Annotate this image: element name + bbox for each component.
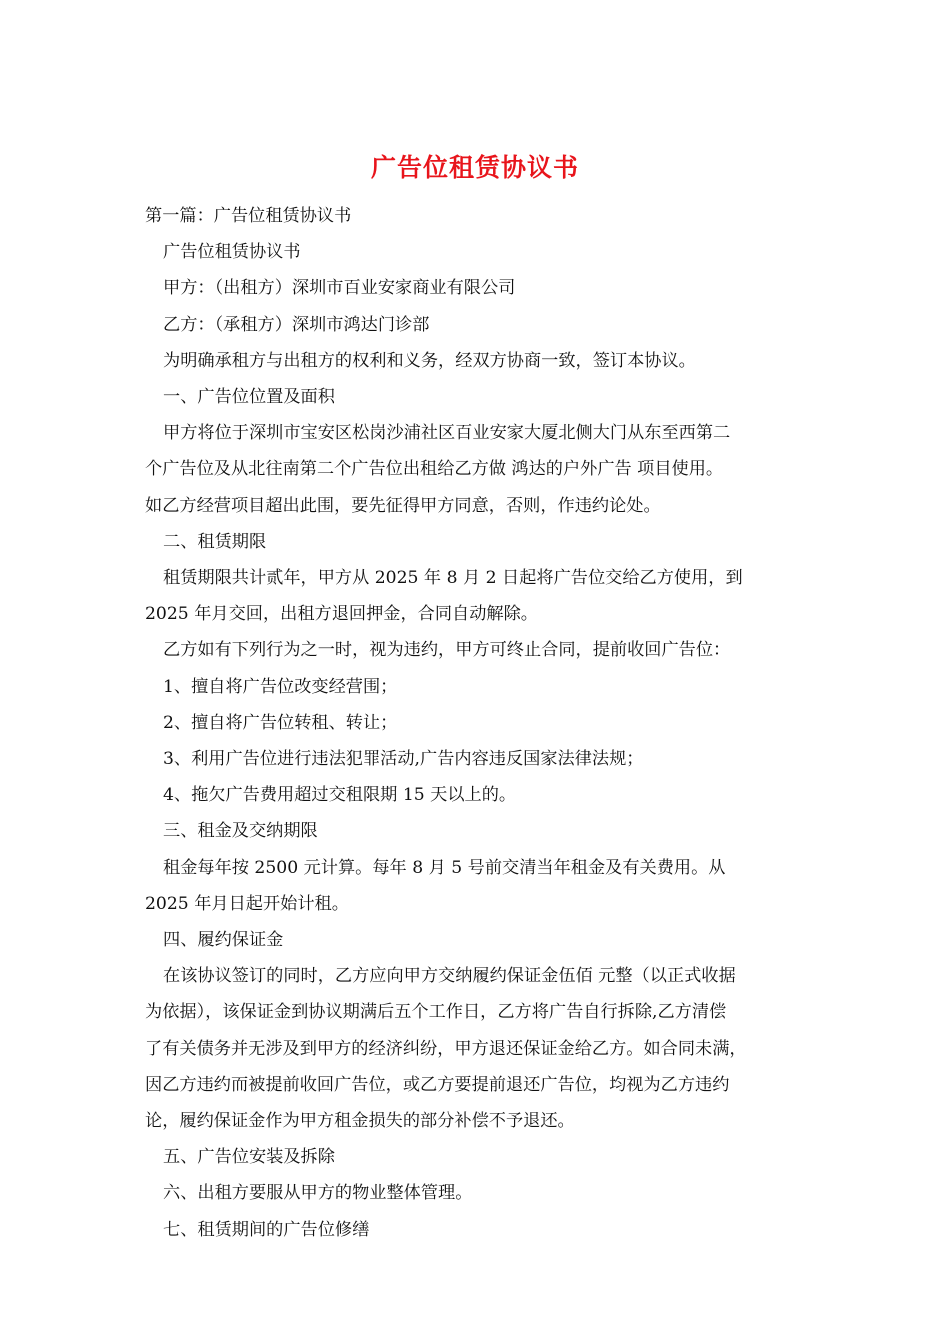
text-line: 第一篇：广告位租赁协议书	[145, 206, 352, 226]
text-line: 四、履约保证金	[163, 930, 284, 951]
text-line: 广告位租赁协议书	[163, 242, 301, 263]
text-line: 2、擅自将广告位转租、转让；	[163, 712, 398, 733]
text-line: 为明确承租方与出租方的权利和义务，经双方协商一致，签订本协议。	[163, 350, 696, 371]
text-line: 2025 年月交回，出租方退回押金，合同自动解除。	[145, 604, 538, 625]
text-line: 租金每年按 2500 元计算。每年 8 月 5 号前交清当年租金及有关费用。从	[163, 857, 726, 878]
text-line: 1、擅自将广告位改变经营围；	[163, 676, 398, 697]
text-line: 乙方：（承租方）深圳市鸿达门诊部	[163, 314, 430, 335]
text-line: 二、租赁期限	[163, 531, 267, 552]
text-line: 一、广告位位置及面积	[163, 387, 335, 408]
text-line: 了有关债务并无涉及到甲方的经济纠纷，甲方退还保证金给乙方。如合同未满，	[145, 1038, 747, 1059]
text-line: 六、出租方要服从甲方的物业整体管理。	[163, 1183, 473, 1204]
text-line: 在该协议签订的同时，乙方应向甲方交纳履约保证金伍佰 元整（以正式收据	[163, 966, 736, 987]
text-line: 个广告位及从北往南第二个广告位出租给乙方做 鸿达的户外广告 项目使用。	[145, 459, 724, 480]
text-line: 如乙方经营项目超出此围，要先征得甲方同意，否则，作违约论处。	[145, 495, 661, 516]
text-line: 3、利用广告位进行违法犯罪活动,广告内容违反国家法律法规；	[163, 749, 644, 770]
text-line: 为依据），该保证金到协议期满后五个工作日，乙方将广告自行拆除,乙方清偿	[145, 1002, 727, 1023]
document-body	[145, 198, 810, 1248]
text-line: 因乙方违约而被提前收回广告位，或乙方要提前退还广告位，均视为乙方违约	[145, 1074, 730, 1095]
document-title: 广告位租赁协议书	[370, 153, 579, 182]
text-line: 甲方：（出租方）深圳市百业安家商业有限公司	[163, 278, 516, 299]
text-line: 2025 年月日起开始计租。	[145, 893, 349, 914]
text-line: 三、租金及交纳期限	[163, 821, 318, 842]
text-line: 五、广告位安装及拆除	[163, 1147, 335, 1168]
text-line: 租赁期限共计贰年，甲方从 2025 年 8 月 2 日起将广告位交给乙方使用，到	[163, 568, 743, 589]
text-line: 甲方将位于深圳市宝安区松岗沙浦社区百业安家大厦北侧大门从东至西第二	[163, 423, 731, 444]
text-line: 论，履约保证金作为甲方租金损失的部分补偿不予退还。	[145, 1111, 575, 1132]
text-line: 乙方如有下列行为之一时，视为违约，甲方可终止合同，提前收回广告位：	[163, 640, 731, 661]
text-line: 七、租赁期间的广告位修缮	[163, 1219, 370, 1240]
text-line: 4、拖欠广告费用超过交租限期 15 天以上的。	[163, 785, 517, 806]
